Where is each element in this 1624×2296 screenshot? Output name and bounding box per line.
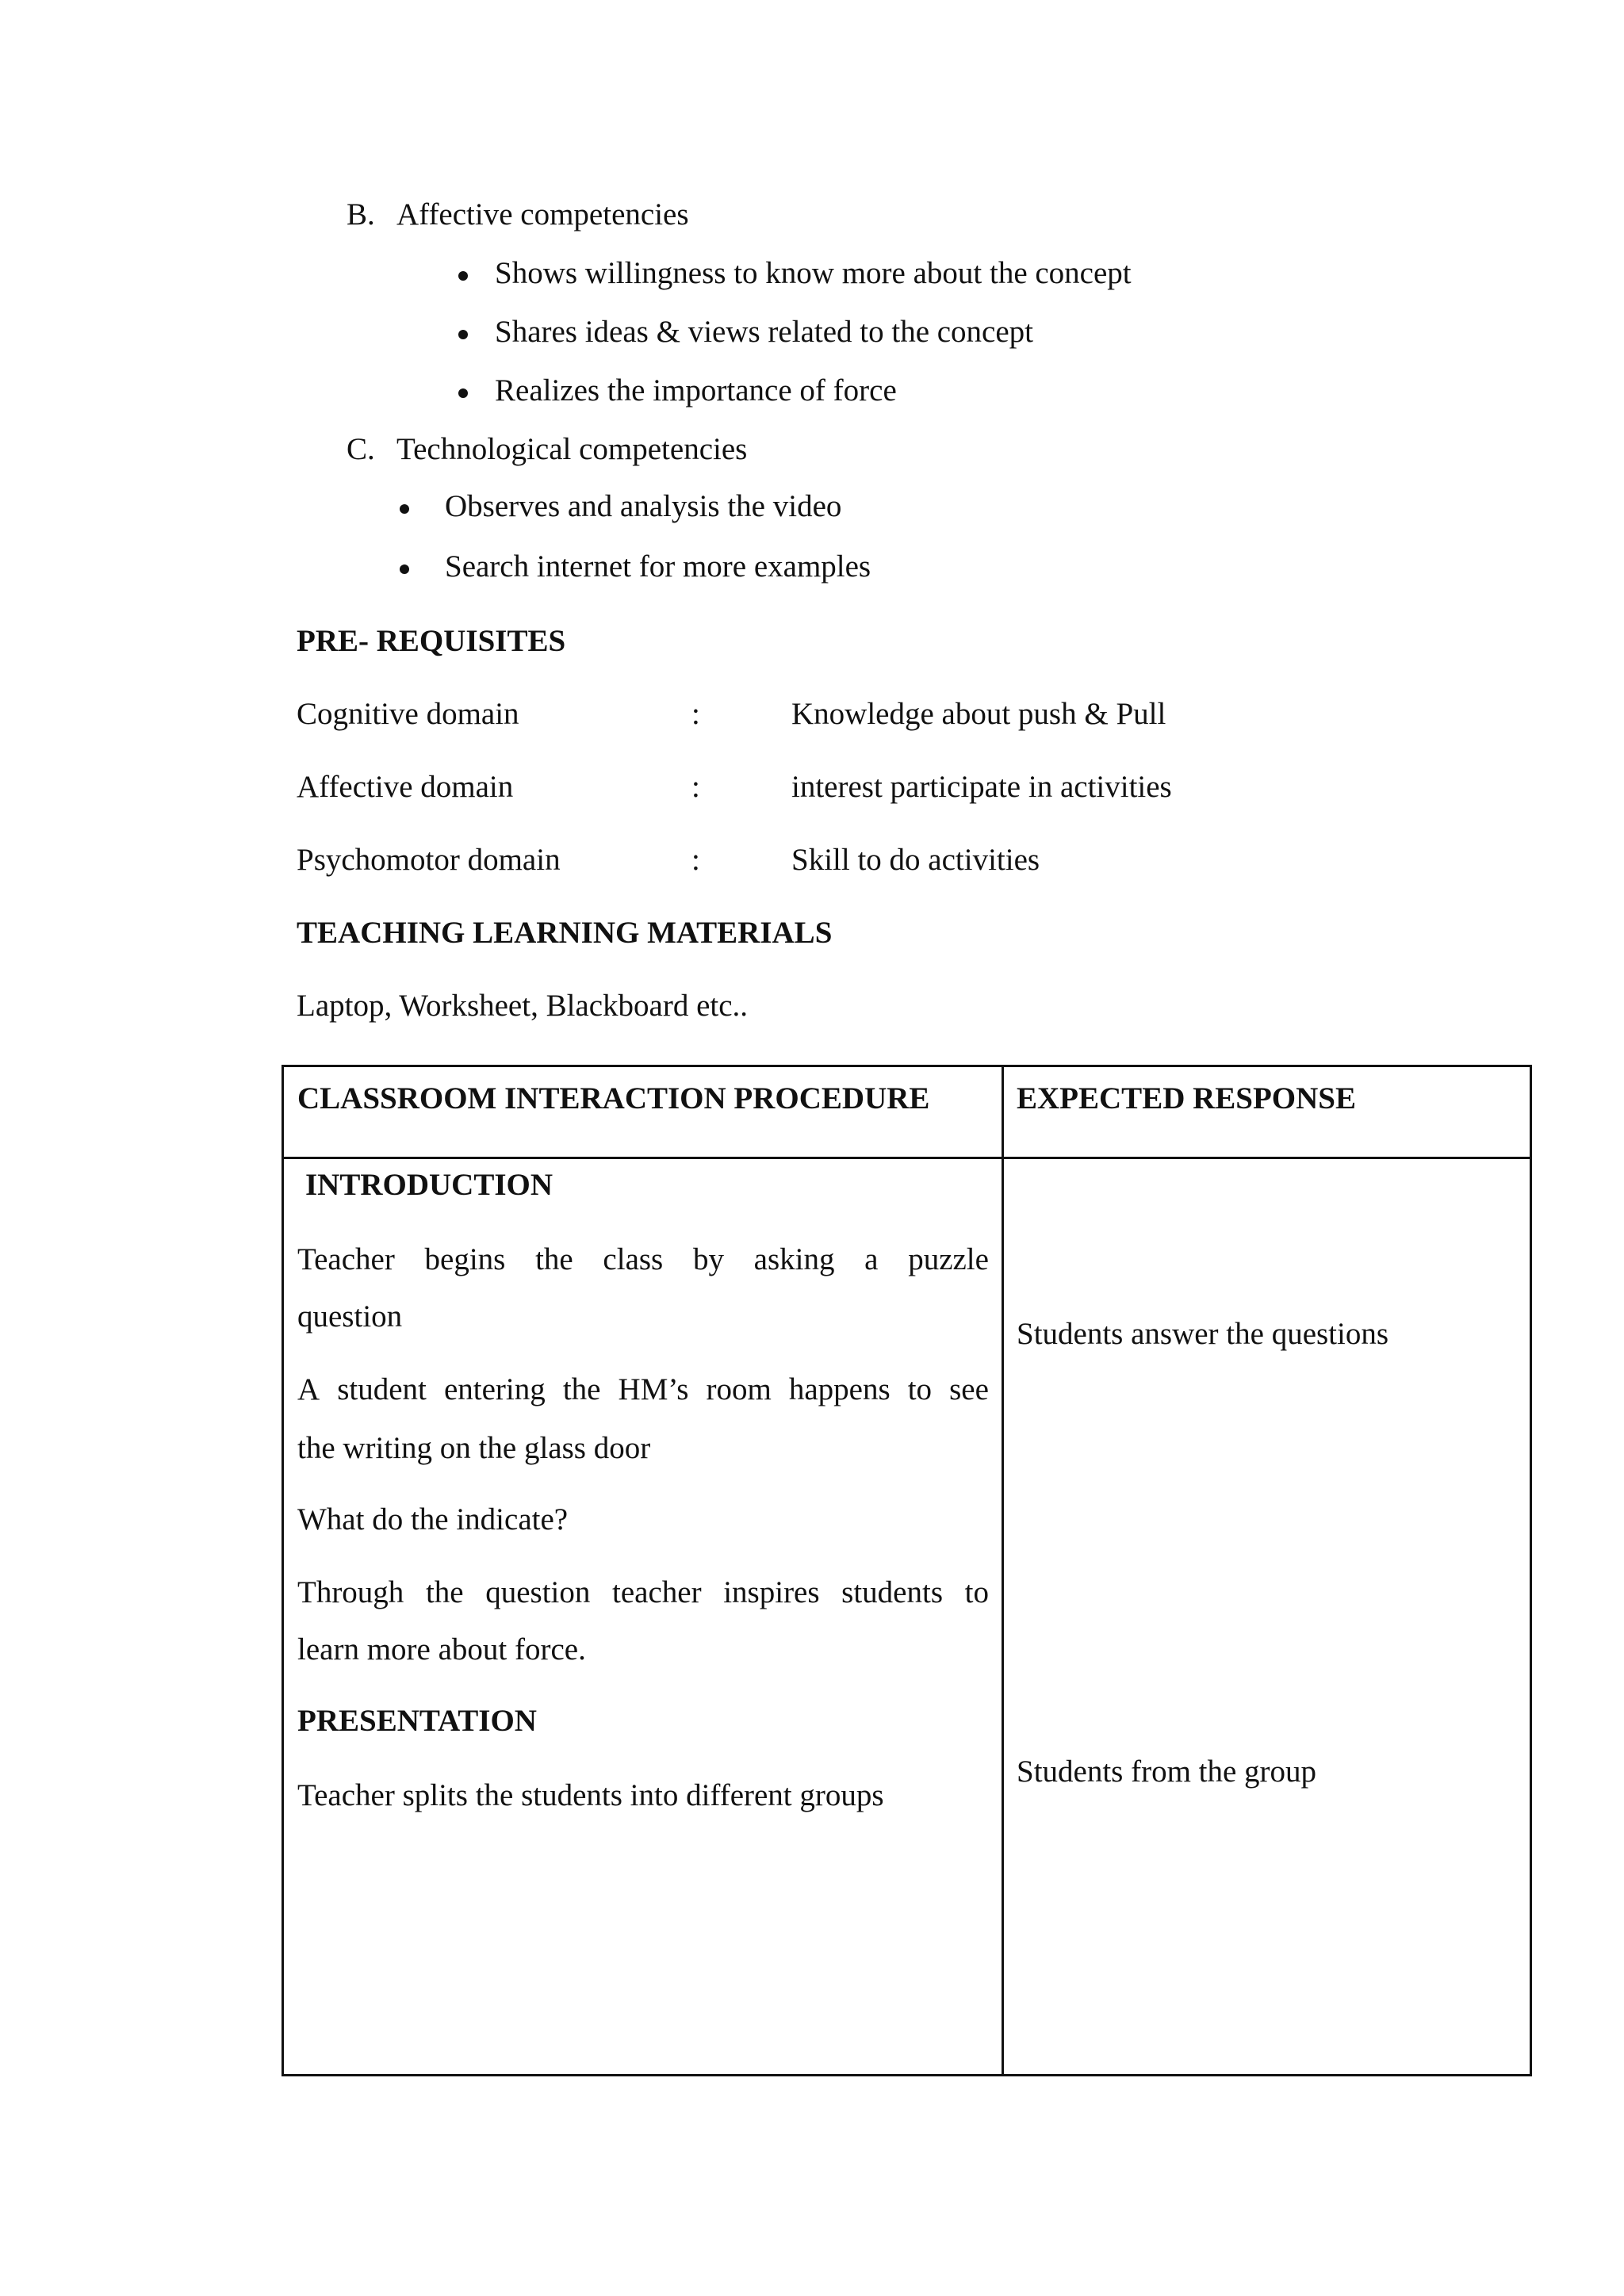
word: puzzle — [908, 1242, 989, 1276]
prerequisite-separator: : — [691, 843, 700, 877]
intro-paragraph-2-line-1 — [297, 1372, 989, 1409]
word: entering — [443, 1372, 546, 1406]
bullet-icon — [458, 330, 468, 339]
word: inspires — [723, 1575, 820, 1609]
table-header-procedure: CLASSROOM INTERACTION PROCEDURE — [297, 1081, 930, 1115]
word: see — [949, 1372, 989, 1406]
intro-paragraph-4-line-2: learn more about force. — [297, 1632, 586, 1667]
prerequisite-label: Affective domain — [297, 770, 514, 804]
intro-paragraph-3: What do the indicate? — [297, 1502, 569, 1536]
word: to — [964, 1575, 989, 1609]
bullet-icon — [458, 388, 468, 398]
word: a — [864, 1242, 879, 1276]
word: student — [337, 1372, 427, 1406]
word: begins — [424, 1242, 506, 1276]
materials-title: TEACHING LEARNING MATERIALS — [297, 916, 833, 950]
intro-paragraph-2-line-2: the writing on the glass door — [297, 1431, 651, 1465]
word: students — [841, 1575, 944, 1609]
presentation-title: PRESENTATION — [297, 1704, 537, 1738]
introduction-title: INTRODUCTION — [305, 1168, 553, 1202]
technological-heading-letter: C. — [347, 432, 375, 466]
word: the — [535, 1242, 573, 1276]
word: A — [297, 1372, 320, 1406]
materials-text: Laptop, Worksheet, Blackboard etc.. — [297, 989, 749, 1023]
procedure-table — [282, 1065, 1532, 2076]
word: HM’s — [618, 1372, 689, 1406]
word: happens — [788, 1372, 891, 1406]
intro-paragraph-1-line-1 — [297, 1242, 989, 1279]
prerequisite-separator: : — [691, 770, 700, 804]
table-header-divider — [284, 1157, 1530, 1159]
intro-paragraph-1-line-2: question — [297, 1299, 403, 1334]
affective-heading-letter: B. — [347, 197, 375, 232]
word: class — [603, 1242, 664, 1276]
word: teacher — [612, 1575, 702, 1609]
bullet-icon — [400, 504, 409, 514]
affective-item-1: Shows willingness to know more about the concept — [495, 256, 1132, 290]
word: Teacher — [297, 1242, 395, 1276]
prerequisite-value: Skill to do activities — [791, 843, 1040, 877]
affective-item-2: Shares ideas & views related to the concept — [495, 315, 1034, 349]
prerequisite-label: Cognitive domain — [297, 697, 519, 731]
bullet-icon — [400, 564, 409, 574]
prerequisite-value: Knowledge about push & Pull — [791, 697, 1166, 731]
bullet-icon — [458, 271, 468, 281]
affective-heading: Affective competencies — [396, 197, 689, 232]
word: by — [692, 1242, 724, 1276]
presentation-paragraph-1: Teacher splits the students into different groups — [297, 1778, 884, 1812]
intro-paragraph-4-line-1 — [297, 1575, 989, 1612]
table-column-divider — [1002, 1067, 1004, 2074]
technological-heading: Technological competencies — [396, 432, 748, 466]
word: asking — [753, 1242, 835, 1276]
word: room — [706, 1372, 772, 1406]
word: Through — [297, 1575, 404, 1609]
prerequisite-separator: : — [691, 697, 700, 731]
response-form-group: Students from the group — [1017, 1755, 1317, 1789]
word: the — [562, 1372, 601, 1406]
technological-item-2: Search internet for more examples — [445, 549, 871, 584]
table-header-response: EXPECTED RESPONSE — [1017, 1081, 1357, 1115]
word: to — [907, 1372, 933, 1406]
response-answer-questions: Students answer the questions — [1017, 1317, 1389, 1351]
technological-item-1: Observes and analysis the video — [445, 489, 842, 523]
prerequisite-label: Psychomotor domain — [297, 843, 561, 877]
word: question — [485, 1575, 591, 1609]
word: the — [425, 1575, 464, 1609]
prerequisites-title: PRE- REQUISITES — [297, 624, 566, 658]
prerequisite-value: interest participate in activities — [791, 770, 1172, 804]
affective-item-3: Realizes the importance of force — [495, 373, 897, 408]
